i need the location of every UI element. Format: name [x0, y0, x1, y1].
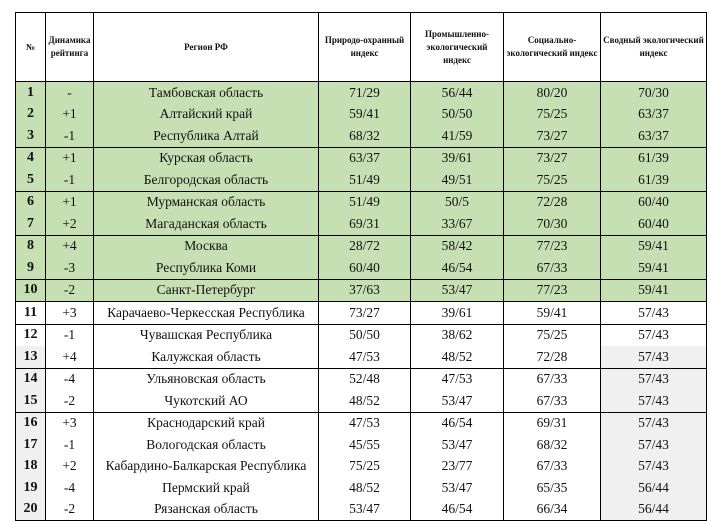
- rank-cell: 1: [16, 82, 46, 104]
- social-index-cell: 73/27: [504, 147, 601, 169]
- industrial-index-cell: 48/52: [411, 346, 504, 368]
- table-row: [16, 104, 707, 126]
- summary-index-cell: 60/40: [601, 191, 707, 213]
- dynamics-cell: -1: [46, 125, 94, 147]
- industrial-index-cell: 53/47: [411, 390, 504, 412]
- region-cell: Республика Коми: [94, 257, 319, 279]
- nature-index-cell: 51/49: [319, 191, 411, 213]
- region-cell: Чувашская Республика: [94, 324, 319, 346]
- industrial-index-cell: 46/54: [411, 257, 504, 279]
- dynamics-cell: +4: [46, 235, 94, 257]
- social-index-cell: 80/20: [504, 82, 601, 104]
- rank-cell: 14: [16, 368, 46, 390]
- nature-index-cell: 71/29: [319, 82, 411, 104]
- industrial-index-cell: 56/44: [411, 82, 504, 104]
- dynamics-cell: -2: [46, 499, 94, 521]
- dynamics-cell: -3: [46, 257, 94, 279]
- social-index-cell: 67/33: [504, 456, 601, 478]
- industrial-index-cell: 47/53: [411, 368, 504, 390]
- social-index-cell: 75/25: [504, 324, 601, 346]
- dynamics-cell: -1: [46, 169, 94, 191]
- table-row: [16, 456, 707, 478]
- region-cell: Чукотский АО: [94, 390, 319, 412]
- nature-index-cell: 37/63: [319, 279, 411, 302]
- table-row: [16, 279, 707, 302]
- table-row: [16, 213, 707, 235]
- industrial-index-cell: 53/47: [411, 434, 504, 456]
- rank-cell: 20: [16, 499, 46, 521]
- social-index-cell: 69/31: [504, 412, 601, 434]
- rank-cell: 10: [16, 279, 46, 302]
- region-cell: Тамбовская область: [94, 82, 319, 104]
- social-index-cell: 67/33: [504, 368, 601, 390]
- region-cell: Кабардино-Балкарская Республика: [94, 456, 319, 478]
- region-cell: Пермский край: [94, 477, 319, 499]
- table-row: [16, 368, 707, 390]
- column-header: Динамика рейтинга: [46, 13, 94, 82]
- table-row: [16, 147, 707, 169]
- social-index-cell: 77/23: [504, 279, 601, 302]
- region-cell: Курская область: [94, 147, 319, 169]
- rank-cell: 11: [16, 302, 46, 325]
- industrial-index-cell: 46/54: [411, 499, 504, 521]
- table-row: [16, 302, 707, 325]
- dynamics-cell: +1: [46, 147, 94, 169]
- table-row: [16, 191, 707, 213]
- summary-index-cell: 59/41: [601, 235, 707, 257]
- table-row: [16, 390, 707, 412]
- column-header: Промышленно-экологический индекс: [411, 13, 504, 82]
- nature-index-cell: 69/31: [319, 213, 411, 235]
- table-row: [16, 477, 707, 499]
- summary-index-cell: 70/30: [601, 82, 707, 104]
- table-row: [16, 324, 707, 346]
- dynamics-cell: +3: [46, 302, 94, 325]
- table-row: [16, 235, 707, 257]
- summary-index-cell: 57/43: [601, 456, 707, 478]
- region-cell: Краснодарский край: [94, 412, 319, 434]
- nature-index-cell: 45/55: [319, 434, 411, 456]
- rank-cell: 9: [16, 257, 46, 279]
- industrial-index-cell: 39/61: [411, 147, 504, 169]
- social-index-cell: 70/30: [504, 213, 601, 235]
- rank-cell: 2: [16, 104, 46, 126]
- summary-index-cell: 60/40: [601, 213, 707, 235]
- nature-index-cell: 28/72: [319, 235, 411, 257]
- nature-index-cell: 48/52: [319, 390, 411, 412]
- summary-index-cell: 57/43: [601, 346, 707, 368]
- summary-index-cell: 63/37: [601, 125, 707, 147]
- nature-index-cell: 51/49: [319, 169, 411, 191]
- social-index-cell: 72/28: [504, 191, 601, 213]
- region-cell: Москва: [94, 235, 319, 257]
- column-header: №: [16, 13, 46, 82]
- social-index-cell: 75/25: [504, 104, 601, 126]
- column-header: Социально-экологический индекс: [504, 13, 601, 82]
- summary-index-cell: 56/44: [601, 477, 707, 499]
- rating-table: [15, 12, 707, 521]
- social-index-cell: 77/23: [504, 235, 601, 257]
- nature-index-cell: 47/53: [319, 346, 411, 368]
- summary-index-cell: 57/43: [601, 434, 707, 456]
- rank-cell: 17: [16, 434, 46, 456]
- industrial-index-cell: 23/77: [411, 456, 504, 478]
- nature-index-cell: 68/32: [319, 125, 411, 147]
- summary-index-cell: 61/39: [601, 147, 707, 169]
- rank-cell: 19: [16, 477, 46, 499]
- dynamics-cell: +2: [46, 456, 94, 478]
- industrial-index-cell: 46/54: [411, 412, 504, 434]
- region-cell: Вологодская область: [94, 434, 319, 456]
- summary-index-cell: 56/44: [601, 499, 707, 521]
- column-header: Регион РФ: [94, 13, 319, 82]
- region-cell: Белгородская область: [94, 169, 319, 191]
- summary-index-cell: 57/43: [601, 324, 707, 346]
- nature-index-cell: 52/48: [319, 368, 411, 390]
- rank-cell: 15: [16, 390, 46, 412]
- social-index-cell: 75/25: [504, 169, 601, 191]
- region-cell: Магаданская область: [94, 213, 319, 235]
- table-row: [16, 346, 707, 368]
- nature-index-cell: 75/25: [319, 456, 411, 478]
- table-row: [16, 434, 707, 456]
- region-cell: Мурманская область: [94, 191, 319, 213]
- column-header: Сводный экологический индекс: [601, 13, 707, 82]
- social-index-cell: 66/34: [504, 499, 601, 521]
- industrial-index-cell: 50/50: [411, 104, 504, 126]
- rank-cell: 18: [16, 456, 46, 478]
- summary-index-cell: 59/41: [601, 257, 707, 279]
- industrial-index-cell: 39/61: [411, 302, 504, 325]
- dynamics-cell: +1: [46, 191, 94, 213]
- social-index-cell: 59/41: [504, 302, 601, 325]
- header-row: [16, 13, 707, 82]
- dynamics-cell: -: [46, 82, 94, 104]
- social-index-cell: 68/32: [504, 434, 601, 456]
- summary-index-cell: 57/43: [601, 368, 707, 390]
- rank-cell: 16: [16, 412, 46, 434]
- rank-cell: 4: [16, 147, 46, 169]
- summary-index-cell: 57/43: [601, 302, 707, 325]
- dynamics-cell: -1: [46, 324, 94, 346]
- region-cell: Калужская область: [94, 346, 319, 368]
- region-cell: Республика Алтай: [94, 125, 319, 147]
- dynamics-cell: -2: [46, 390, 94, 412]
- social-index-cell: 65/35: [504, 477, 601, 499]
- social-index-cell: 73/27: [504, 125, 601, 147]
- table-row: [16, 169, 707, 191]
- nature-index-cell: 47/53: [319, 412, 411, 434]
- industrial-index-cell: 41/59: [411, 125, 504, 147]
- table-row: [16, 82, 707, 104]
- region-cell: Санкт-Петербург: [94, 279, 319, 302]
- table-row: [16, 125, 707, 147]
- dynamics-cell: -2: [46, 279, 94, 302]
- region-cell: Рязанская область: [94, 499, 319, 521]
- dynamics-cell: +1: [46, 104, 94, 126]
- rank-cell: 3: [16, 125, 46, 147]
- industrial-index-cell: 49/51: [411, 169, 504, 191]
- dynamics-cell: -4: [46, 368, 94, 390]
- industrial-index-cell: 53/47: [411, 477, 504, 499]
- dynamics-cell: +2: [46, 213, 94, 235]
- rank-cell: 5: [16, 169, 46, 191]
- nature-index-cell: 53/47: [319, 499, 411, 521]
- industrial-index-cell: 50/5: [411, 191, 504, 213]
- industrial-index-cell: 53/47: [411, 279, 504, 302]
- rank-cell: 8: [16, 235, 46, 257]
- nature-index-cell: 73/27: [319, 302, 411, 325]
- rank-cell: 6: [16, 191, 46, 213]
- nature-index-cell: 59/41: [319, 104, 411, 126]
- industrial-index-cell: 38/62: [411, 324, 504, 346]
- dynamics-cell: +3: [46, 412, 94, 434]
- nature-index-cell: 63/37: [319, 147, 411, 169]
- region-cell: Карачаево-Черкесская Республика: [94, 302, 319, 325]
- nature-index-cell: 48/52: [319, 477, 411, 499]
- rank-cell: 13: [16, 346, 46, 368]
- summary-index-cell: 59/41: [601, 279, 707, 302]
- social-index-cell: 67/33: [504, 390, 601, 412]
- table-row: [16, 499, 707, 521]
- column-header: Природо-охранный индекс: [319, 13, 411, 82]
- summary-index-cell: 57/43: [601, 412, 707, 434]
- region-cell: Алтайский край: [94, 104, 319, 126]
- social-index-cell: 67/33: [504, 257, 601, 279]
- summary-index-cell: 63/37: [601, 104, 707, 126]
- dynamics-cell: -1: [46, 434, 94, 456]
- summary-index-cell: 57/43: [601, 390, 707, 412]
- region-cell: Ульяновская область: [94, 368, 319, 390]
- dynamics-cell: +4: [46, 346, 94, 368]
- nature-index-cell: 50/50: [319, 324, 411, 346]
- social-index-cell: 72/28: [504, 346, 601, 368]
- rank-cell: 12: [16, 324, 46, 346]
- table-row: [16, 257, 707, 279]
- table-row: [16, 412, 707, 434]
- nature-index-cell: 60/40: [319, 257, 411, 279]
- rank-cell: 7: [16, 213, 46, 235]
- summary-index-cell: 61/39: [601, 169, 707, 191]
- industrial-index-cell: 58/42: [411, 235, 504, 257]
- dynamics-cell: -4: [46, 477, 94, 499]
- industrial-index-cell: 33/67: [411, 213, 504, 235]
